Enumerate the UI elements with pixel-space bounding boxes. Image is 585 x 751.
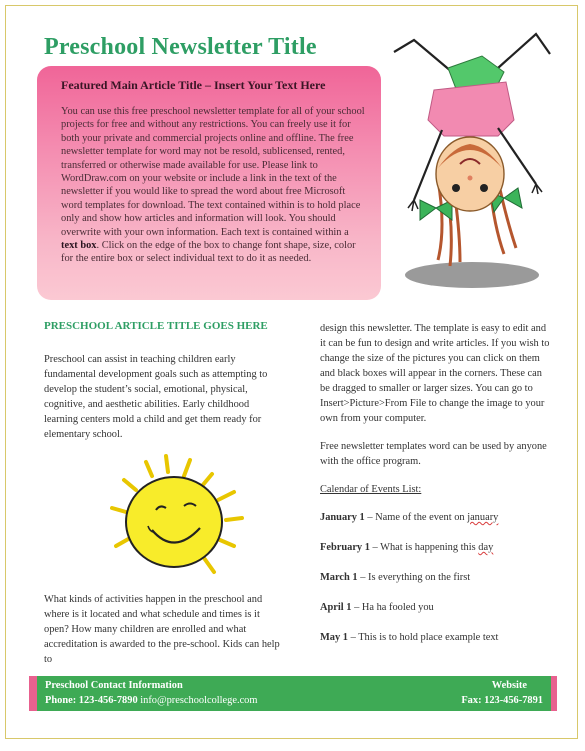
event-text-misspelled: january	[467, 512, 499, 523]
left-column-bottom	[44, 592, 284, 680]
featured-article-body	[61, 105, 365, 266]
footer-phone: Phone: 123-456-7890	[45, 695, 138, 706]
right-column	[320, 321, 552, 660]
event-date: March 1	[320, 572, 358, 583]
event-text: – This is to hold place example text	[348, 632, 499, 643]
event-item	[320, 600, 552, 615]
newsletter-page	[5, 5, 578, 739]
event-date: April 1	[320, 602, 352, 613]
right-paragraph-2: Free newsletter templates word can be used by anyone with the office program.	[320, 441, 547, 467]
article-paragraph-1: Preschool can assist in teaching children early fundamental development goals such as attempting to develop the student’s social, emotional, physical, cognitive, and aesthetic abilities. Early childhood learning centers mold a child and get them ready for elementary school.	[44, 354, 268, 440]
smiling-sun-illustration	[94, 446, 254, 586]
upside-down-child-illustration	[386, 28, 556, 298]
footer-website-label[interactable]: Website	[491, 680, 527, 691]
event-date: January 1	[320, 512, 365, 523]
event-text: – Is everything on the first	[357, 572, 471, 583]
newsletter-title: Preschool Newsletter Title	[44, 34, 317, 60]
right-paragraph-1: design this newsletter. The template is easy to edit and it can be fun to design and write articles. If you wish to change the size of the pictures you can click on them and black boxes will appear in the corners. These can be dragged to smaller or larger sizes. You can go to Insert>Picture>From File to change the image to your own from your computer.	[320, 323, 550, 424]
event-text: – What is happening this	[369, 542, 479, 553]
featured-body-bold: text box	[61, 240, 97, 252]
footer-accent-right	[551, 676, 557, 711]
footer-accent-left	[29, 676, 37, 711]
footer-email[interactable]: info@preschoolcollege.com	[140, 695, 258, 706]
featured-body-part-2: . Click on the edge of the box to change font shape, size, color for the entire box or select individual text to do it as needed.	[61, 240, 356, 265]
event-date: February 1	[320, 542, 370, 553]
featured-body-part-1: You can use this free preschool newsletter template for all of your school projects for free and without any restrictions. You can freely use it for both your private and commercial projects online and offline. The free newsletter template for word may not be resold, sublicensed, rented, transferred or otherwise made available for use. Please link to WordDraw.com on your website or include a link in the text of the newsletter if you would like to spread the word about free Microsoft word templates for download. The text contained within is to hold place only and show how articles and information will look. You should overwrite with your own information. Each text is contained within a	[61, 106, 365, 238]
event-item	[320, 510, 552, 525]
event-item	[320, 630, 552, 645]
event-item	[320, 540, 552, 555]
featured-article-title: Featured Main Article Title – Insert Your Text Here	[61, 78, 326, 92]
footer-fax: Fax: 123-456-7891	[461, 695, 543, 706]
article-paragraph-2: What kinds of activities happen in the preschool and where is it located and what schedule and times is it open? How many children are enrolled and what accreditation is awarded to the pre-school. Kids can help to	[44, 594, 280, 665]
left-column-top	[44, 352, 282, 455]
event-text: – Ha ha fooled you	[351, 602, 434, 613]
event-item	[320, 570, 552, 585]
contact-footer	[29, 676, 557, 711]
footer-contact-title: Preschool Contact Information	[45, 680, 183, 691]
event-date: May 1	[320, 632, 348, 643]
footer-contact-line	[45, 695, 257, 706]
article-title: PRESCHOOL ARTICLE TITLE GOES HERE	[44, 320, 268, 332]
event-text: – Name of the event on	[364, 512, 468, 523]
event-text-misspelled: day	[478, 542, 494, 553]
calendar-heading: Calendar of Events List:	[320, 484, 422, 495]
featured-article-box[interactable]	[37, 66, 381, 300]
events-list	[320, 510, 552, 645]
